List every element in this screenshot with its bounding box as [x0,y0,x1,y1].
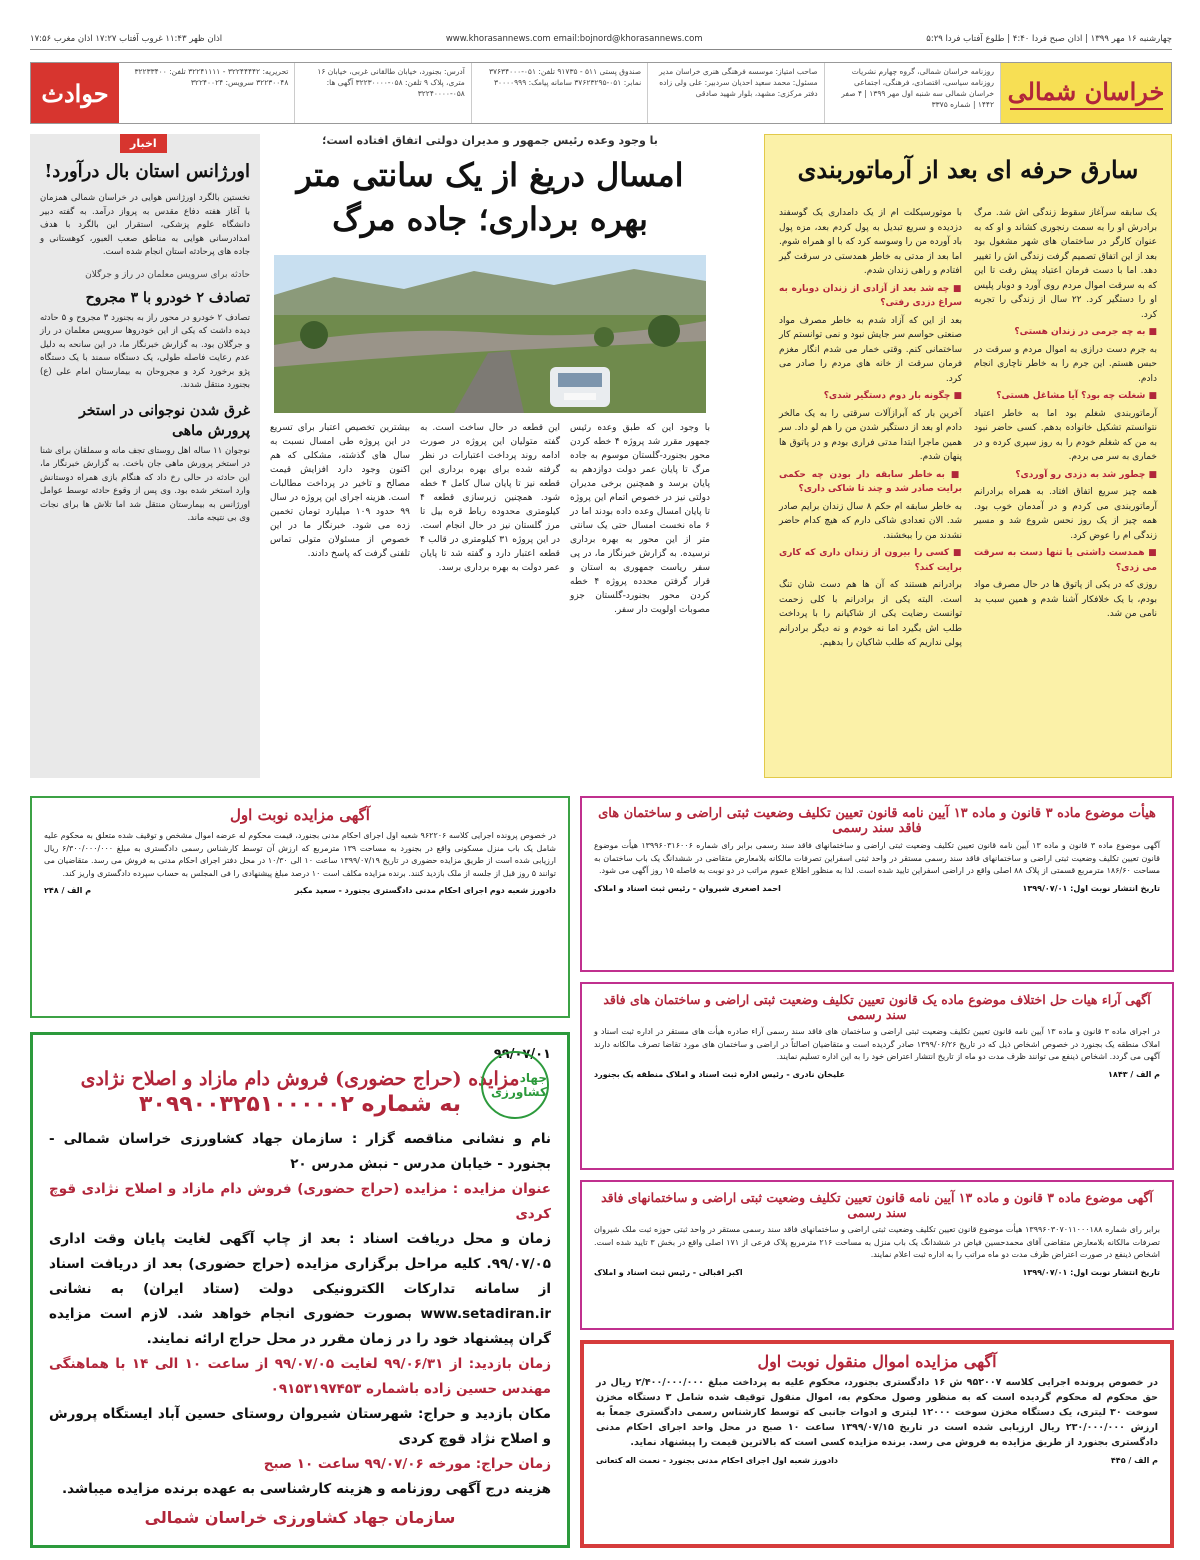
interview-question: ■ چطور شد به دزدی رو آوردی؟ [974,468,1157,483]
notice-title: آگهی مزایده اموال منقول نوبت اول [757,1352,997,1371]
article-column-left [779,206,962,651]
notice-body: در اجرای ماده ۳ قانون و ماده ۱۳ آیین نامه قانون تعیین تکلیف وضعیت ثبتی اراضی و ساختمان های فاقد سند رسمی آراء صادره هیأت های مستقر در اداره ثبت اسناد و املاک منطقه یک بجنورد در خصوص اشخاص ذیل که در تاریخ ۱۳۹۹/۰۶/۲۶ صادر گردیده است و متقاضیان اصالتاً در اراضی و ساختمان های مورد تقاضا تصرف مالکانه دارند آگهی می گردد. اشخاص ذینفع می توانند ظرف مدت دو ماه از تاریخ انتشار اعتراض خود را به این اداره تسلیم نمایند. [594,1027,1160,1061]
notice-body: در خصوص پرونده اجرایی کلاسه ۹۶۲۲۰۶ شعبه اول اجرای احکام مدنی بجنورد، قیمت محکوم له عرضه اموال مشخص و توقیف شده متعلق به محکوم علیه شامل یک باب منزل مسکونی واقع در بجنورد به مساحت ۱۳۹ مترمربع که ارزش آن توسط کارشناس رسمی دادگستری به مبلغ ۶/۳۰۰/۰۰۰/۰۰۰ ریال ارزیابی شده است از طریق مزایده حضوری در تاریخ ۱۳۹۹/۰۷/۱۹ ساعت ۱۰ الی ۱۰/۳۰ در محل دفتر اجرای احکام مدنی به فروش می رسد. متقاضیان می توانند ۵ روز قبل از جلسه از ملک بازدید کنند. برنده مزایده مکلف است ۱۰ درصد مبلغ پیشنهادی را فی المجلس به حساب سپرده دادگستری واریز کند. [44,831,557,878]
site-contact[interactable]: www.khorasannews.com email:bojnord@khorasannews.com [445,33,703,44]
paragraph: به جرم دست درازی به اموال مردم و سرقت در حبس هستم. این جرم را به خاطر ناچاری انجام دادم. [974,344,1157,384]
news-headline-drowning: غرق شدن نوجوانی در استخر پرورش ماهی [79,402,250,439]
logo-text: خراسان شمالی [1007,76,1165,106]
road-main-article [270,134,710,778]
notice-date: تاریخ انتشار نوبت اول: ۱۳۹۹/۰۷/۰۱ [1022,1267,1160,1277]
article-title: سارق حرفه ای بعد از آرماتوربندی [797,155,1139,184]
ad-number: به شماره ۳۰۹۹۰۰۳۲۵۱۰۰۰۰۰۲ [138,1092,462,1117]
interview-question: ■ کسی را بیرون از زندان داری که کاری برایت کند؟ [779,546,962,575]
article-column-right [974,206,1157,651]
prayer-times-right: چهارشنبه ۱۶ مهر ۱۳۹۹ | اذان صبح فردا ۴:۴۰ | طلوع آفتاب فردا ۵:۲۹ [926,33,1172,44]
paragraph: یک سابقه سرآغاز سقوط زندگی اش شد. مرگ برادرش او را به سمت رنجوری کشاند و او که به عنوان کارگر در ساختمان های شهر مشغول بود بعد از این اتفاق تصمیم گرفت زندگی اش را تغییر دهد. اما با دست فرمان اعتیاد پیش رفت تا این که به سرقت اموال مردم روی آورد و دوبار پلیس او را دستگیر کرد. ۲۲ سال از زندگی را تجربه کرد. [974,208,1157,320]
phone-info: تحریریه: ۳۲۲۴۴۴۴۲ - ۳۲۲۴۱۱۱۱ تلفن: ۳۲۲۳۳۴۰۰ ۳۲۲۳۰۰۴۸ سرویس: ۳۲۲۴۰۰۲۴ [119,63,295,123]
article-column-1: با وجود این که طبق وعده رئیس جمهور مقرر شد پروژه ۴ خطه کردن محور بجنورد-گلستان موسوم به جاده مرگ تا پایان عمر دولت دوازدهم به پایان برسد و همچنین برخی مدیران دولتی نیز در خصوص اتمام این پروژه تا پایان امسال وعده داده بودند اما در ۶ ماه نخست امسال حتی یک سانتی متر از این محور به بهره برداری نرسیده. به گزارش خبرنگار ما، در پی سفر ریاست جمهوری به استان و قرار گرفتن محدده پروژه ۴ خطه کردن محور بجنورد-گلستان جزو مصوبات اولویت دار سفر. [570,423,710,615]
auction-notice-1 [30,796,570,1018]
editorial-info: صاحب امتیاز: موسسه فرهنگی هنری خراسان مدیر مسئول: محمد سعید احدیان سردبیر: علی ولی زاده دفتر مرکزی: مشهد، بلوار شهید صادقی [648,63,824,123]
movable-property-auction-notice [580,1340,1174,1548]
notice-body: آگهی موضوع ماده ۳ قانون و ماده ۱۳ آیین نامه قانون تعیین تکلیف وضعیت ثبتی اراضی و ساختمانهای فاقد سند رسمی برابر رای شماره ۱۳۹۹۶۰۳۱۶۰۰۶ هیأت موضوع قانون تعیین تکلیف وضعیت ثبتی اراضی و ساختمانهای فاقد سند رسمی مستقر در واحد ثبتی اسفراین تصرفات مالکانه بلامعارض متقاضی در ششدانگ یک باب ساختمان به مساحت ۱۸۶/۶۰ مترمربع قسمتی از پلاک ۸۸ اصلی واقع در اراضی اسفراین تایید شده است. لذا به منظور اطلاع عموم مراتب در دو نوبت به فاصله ۱۵ روز آگهی می شود. [594,841,1160,875]
notice-date: تاریخ انتشار نوبت اول: ۱۳۹۹/۰۷/۰۱ [1022,883,1160,893]
ad-location: مکان بازدید و حراج: شهرستان شیروان روستای حسین آباد ایستگاه پرورش و اصلاح نژاد قوچ کردی [49,1406,551,1447]
headline [270,153,710,241]
paragraph: روزی که در یکی از پاتوق ها در حال مصرف مواد بودم، با یک خلافکار آشنا شدم و همین سبب بد نامی من شد. [974,580,1157,619]
notice-signature: دادورز شعبه دوم اجرای احکام مدنی دادگستری بجنورد - سعید مکبر [294,886,556,895]
ad-visit-time: زمان بازدید: از ۹۹/۰۶/۳۱ لغایت ۹۹/۰۷/۰۵ از ساعت ۱۰ الی ۱۴ با هماهنگی مهندس حسین زاده باشماره ۰۹۱۵۳۱۹۷۴۵۳ [49,1356,552,1397]
road-photo [274,255,706,413]
interview-question: ■ چه شد بعد از آزادی از زندان دوباره به سراغ دزدی رفتی؟ [779,282,962,311]
land-registry-notice-3 [580,1180,1174,1330]
ad-signature: سازمان جهاد کشاورزی خراسان شمالی [144,1508,456,1527]
ad-documents[interactable]: زمان و محل دریافت اسناد : بعد از چاپ آگهی لغایت پایان وقت اداری ۹۹/۰۷/۰۵. کلیه مراحل برگزاری مزایده (حراج حضوری) بعد از دریافت اسناد از سامانه تدارکات الکترونیکی دولت (ستاد ایران) به نشانی www.setadiran.ir بصورت حضوری انجام خواهد شد. لازم است مزایده گران پیشنهاد خود را در زمان مقرر در محل حراج ارائه نمایند. [49,1231,551,1347]
ad-date: ۹۹/۰۷/۰۱ [493,1047,551,1062]
notice-title: آگهی آراء هیات حل اختلاف موضوع ماده یک قانون تعیین تکلیف وضعیت ثبتی اراضی و ساختمان های فاقد سند رسمی [603,992,1151,1022]
paragraph: برادرانم هستند که آن ها هم دست شان تنگ است. البته یکی از برادرانم با کلی زحمت توانست رضایت یکی از شاکیانم را با پرداخت طلب اش بگیرد اما نه خودم و نه دیگر برادرانم پولی نداریم که طلب شاکیان را بدهیم. [779,580,962,648]
paragraph: به خاطر سابقه ام حکم ۸ سال زندان برایم صادر شد. الان تعدادی شاکی دارم که هیچ کدام حاضر نشدند من را ببخشند. [779,501,962,541]
interview-question: ■ همدست داشتی یا تنها دست به سرقت می زدی؟ [974,546,1157,575]
headline-line-1: امسال دریغ از یک سانتی متر [296,156,684,194]
news-headline-ems: اورژانس استان بال درآورد! [44,161,250,182]
section-label: حوادث [31,63,119,123]
news-column [30,134,260,778]
article-column-3: بیشترین تخصیص اعتبار برای تسریع در این پروژه طی امسال نسبت به سال های گذشته، مشکلی که هم اکنون وجود دارد افزایش قیمت مصالح و تاخیر در پرداخت مطالبات است. هزینه اجرای این پروژه در سال ۹۹ حدود ۱۰۹ میلیارد تومان تخمین زده می شود. خبرنگار ما در این خصوص از مسئولان متولی تماس تلفنی گرفت که پاسخ دادند. [270,423,410,559]
notice-signature: احمد اصغری شیروان - رئیس ثبت اسناد و املاک [594,883,781,893]
notice-body: برابر رای شماره ۱۳۹۹۶۰۳۰۷۰۱۱۰۰۰۱۸۸ هیأت موضوع قانون تعیین تکلیف وضعیت ثبتی اراضی و ساختمانهای فاقد سند رسمی مستقر در واحد ثبتی حوزه ثبت ملک شیروان تصرفات مالکانه بلامعارض متقاضی آقای محمدحسین فیاض در ششدانگ یک باب منزل به مساحت ۲۱۶ مترمربع پلاک فرعی از ۱۷۱ اصلی واقع در بخش ۳ تایید شده است. اشخاص ذینفع در صورت اعتراض ظرف مدت دو ماه مراتب را به اداره ثبت اعلام نمایند. [594,1225,1161,1259]
news-badge: اخبار [120,134,167,153]
ad-subject: عنوان مزایده : مزایده (حراج حضوری) فروش دام مازاد و اصلاح نژادی قوچ کردی [49,1181,551,1222]
news-body-drowning: نوجوان ۱۱ ساله اهل روستای تجف مانه و سملقان برای شنا در استخر پرورش ماهی جان باخت. به گزارش خبرنگار ما، این حادثه در حالی رخ داد که هنگام بازی همراه دوستانش وارد استخر شده بود. وی پس از وقوع حادثه توسط عوامل اورژانس به بیمارستان منتقل شد اما تلاش ها برای نجات وی بی نتیجه ماند. [40,445,250,523]
land-registry-notice-1 [580,796,1174,972]
notice-title: آگهی موضوع ماده ۳ قانون و ماده ۱۳ آیین نامه قانون تعیین تکلیف وضعیت ثبتی اراضی و ساختمانهای فاقد سند رسمی [601,1190,1153,1220]
land-registry-notice-2 [580,982,1174,1170]
article-kicker: با وجود وعده رئیس جمهور و مدیران دولتی اتفاق افتاده است؛ [322,134,658,147]
news-body-ems: نخستین بالگرد اورژانس هوایی در خراسان شمالی همزمان با آغاز هفته دفاع مقدس به پرواز درآمد. به گفته دبیر دانشگاه علوم پزشکی، استقرار این بالگرد با هدف امدادرسانی هوایی به مناطق صعب العبور، کوهستانی و جاده های پرحادثه استان انجام شده است. [40,193,250,257]
masthead [30,62,1172,124]
newspaper-logo [1001,63,1171,123]
interview-question: ■ شغلت چه بود؟ آیا مشاغل هستی؟ [974,389,1157,404]
postal-info: صندوق پستی ۵۱۱ - ۹۱۷۳۵ تلفن: ۰۵۱-۳۷۶۳۴۰۰۰ نمابر: ۰۵۱-۳۷۶۲۳۲۹۵ سامانه پیامک: ۳۰۰۰۰۹۹۹ [472,63,648,123]
headline-line-2: بهره برداری؛ جاده مرگ [332,200,648,238]
notice-signature: علیخان نادری - رئیس اداره ثبت اسناد و املاک منطقه یک بجنورد [594,1069,845,1079]
notice-title: هیأت موضوع ماده ۳ قانون و ماده ۱۳ آیین نامه قانون تعیین تکلیف وضعیت ثبتی اراضی و ساختمان های فاقد سند رسمی [598,806,1156,836]
paragraph: آرماتوربندی شغلم بود اما به خاطر اعتیاد نتوانستم تشکیل خانواده بدهم. کسی حاضر نبود به من که شغلم خودم را به روز سپری کرده و در خماری به سر می بردم. [974,408,1157,462]
news-kicker-crash: حادثه برای سرویس معلمان در راز و جرگلان [85,269,250,280]
address-info: آدرس: بجنورد، خیابان طالقانی غربی، خیابان ۱۶ متری، پلاک ۹ تلفن: ۰۵۸-۳۲۲۳۰۰۰۰ آگهی ها: ۰۵۸-۳۲۲۴۰۰۰۰ [295,63,471,123]
interview-question: ■ به خاطر سابقه دار بودن چه حکمی برایت صادر شد و چند تا شاکی داری؟ [779,468,962,497]
notice-ref: م الف / ۲۴۸ [44,886,92,895]
article-column-2: این قطعه در حال ساخت است. به گفته متولیان این پروژه در صورت ادامه روند پرداخت اعتبارات در نظر گرفته شده برای بهره برداری این قطعه نیز تا پایان سال کامل ۴ خطه شود. همچنین زیرسازی قطعه ۴ کیلومتری محدوده رباط قره بیل تا مرز گلستان نیز در حال انجام است. در این پروژه ۳۱ کیلومتری در قالب ۴ قطعه اعتبار دارد و گفته شد تا پایان عمر دولت به بهره برداری برسد. [420,423,560,573]
livestock-auction-ad [30,1032,570,1548]
top-info-strip [30,28,1172,50]
paragraph: آخرین بار که آبرازآلات سرقتی را به یک مالخر دادم او بعد از دستگیر شدن من را هم لو داد. سر همین ماجرا ابتدا مدتی فراری بودم و در پاتوق ها پنهان شدم. [779,408,962,462]
ad-title: مزایده (حراج حضوری) فروش دام مازاد و اصلاح نژادی [80,1068,520,1090]
interview-question: ■ به چه جرمی در زندان هستی؟ [974,325,1157,340]
news-body-crash: تصادف ۲ خودرو در محور راز به بجنورد ۳ مجروح و ۵ حادثه دیده داشت که یکی از این خودروها سرویس معلمان در راز و جرگلان بود. به گزارش خبرنگار ما، در این سانحه به دلیل عدم رعایت فاصله طولی، یک دستگاه سمند با یک دستگاه پژو برخورد کرد و مجروحان به بیمارستان امام علی (ع) بجنورد منتقل شدند. [40,312,250,390]
prayer-times-left: اذان ظهر ۱۱:۴۳ غروب آفتاب ۱۷:۲۷ اذان مغرب ۱۷:۵۶ [30,33,223,44]
logo-underline [1010,108,1163,110]
notice-signature: دادورز شعبه اول اجرای احکام مدنی بجنورد - نعمت اله کتعانی [596,1456,838,1465]
road-photo-image [274,255,706,413]
notice-body: در خصوص پرونده اجرایی کلاسه ۹۵۲۰۰۷ ش ۱۶ دادگستری بجنورد، محکوم علیه به پرداخت مبلغ ۲/۴۰۰/۰۰۰/۰۰۰ ریال در حق محکوم له محکوم گردیده است که به منظور وصول محکوم به، اموال منقول توقیف شده شامل ۳ دستگاه مخزن سوخت ۳۰ لیتری، یک دستگاه مخزن سوخت ۱۲۰۰۰ لیتری و ادوات جانبی که توسط کارشناس رسمی دادگستری جمعاً به ارزش ۲۳۰/۰۰۰/۰۰۰ ریال ارزیابی شده است در تاریخ ۱۳۹۹/۰۷/۱۵ ساعت ۱۰ صبح در محل واحد اجرای احکام مدنی دادگستری بجنورد از طریق مزایده به فروش می رسد. برنده مزایده کسی است که بالاترین قیمت را پیشنهاد نماید. [596,1377,1158,1448]
jahad-keshavarzi-emblem-icon: جهاد کشاورزی [481,1051,549,1119]
paragraph: با موتورسیکلت ام از یک دامداری یک گوسفند دزدیده و سریع تبدیل به پول کردم بعد، مزه پول باد آورده من را وسوسه کرد که با او همراه شوم. اما بعد از مدتی به خاطر همدستی در سرقت گیر افتادم و راهی زندان شدم. [779,208,962,276]
paragraph: همه چیز سریع اتفاق افتاد. به همراه برادرانم آرماتوربندی می کردم و در آمدمان خوب بود. همه چیز از یک روز نحس شروع شد و مسیر زندگی ام را عوض کرد. [974,487,1157,541]
publisher-info: روزنامه خراسان شمالی، گروه چهارم نشریات روزنامه سیاسی، اقتصادی، فرهنگی، اجتماعی خراسان شمالی سه شنبه اول مهر ۱۳۹۹ | ۴ صفر ۱۴۴۲ | شماره ۳۳۷۵ [825,63,1001,123]
paragraph: بعد از این که آزاد شدم به خاطر مصرف مواد صنعتی حواسم سر جایش نبود و نمی توانستم کار ساختمانی کنم. وقتی خمار می شدم انگار مغزم فرمان سرقت از خانه های مردم را صادر می کرد. [779,315,962,384]
ad-organizer: نام و نشانی مناقصه گزار : سازمان جهاد کشاورزی خراسان شمالی - بجنورد - خیابان مدرس - نبش مدرس ۲۰ [49,1131,551,1172]
news-headline-crash: تصادف ۲ خودرو با ۳ مجروح [85,289,250,306]
notice-title: آگهی مزایده نوبت اول [230,806,370,824]
ad-auction-time: زمان حراج: مورخه ۹۹/۰۷/۰۶ ساعت ۱۰ صبح [263,1456,551,1472]
ad-costs: هزینه درج آگهی روزنامه و هزینه کارشناسی به عهده برنده مزایده میباشد. [61,1481,551,1497]
notice-signature: اکبر اقبالی - رئیس ثبت اسناد و املاک [594,1267,743,1277]
interview-question: ■ چگونه بار دوم دستگیر شدی؟ [779,389,962,404]
theft-interview-article [764,134,1172,778]
notice-ref: م الف / ۱۸۴۳ [1108,1069,1160,1079]
notice-ref: م الف / ۴۴۵ [1110,1456,1158,1465]
